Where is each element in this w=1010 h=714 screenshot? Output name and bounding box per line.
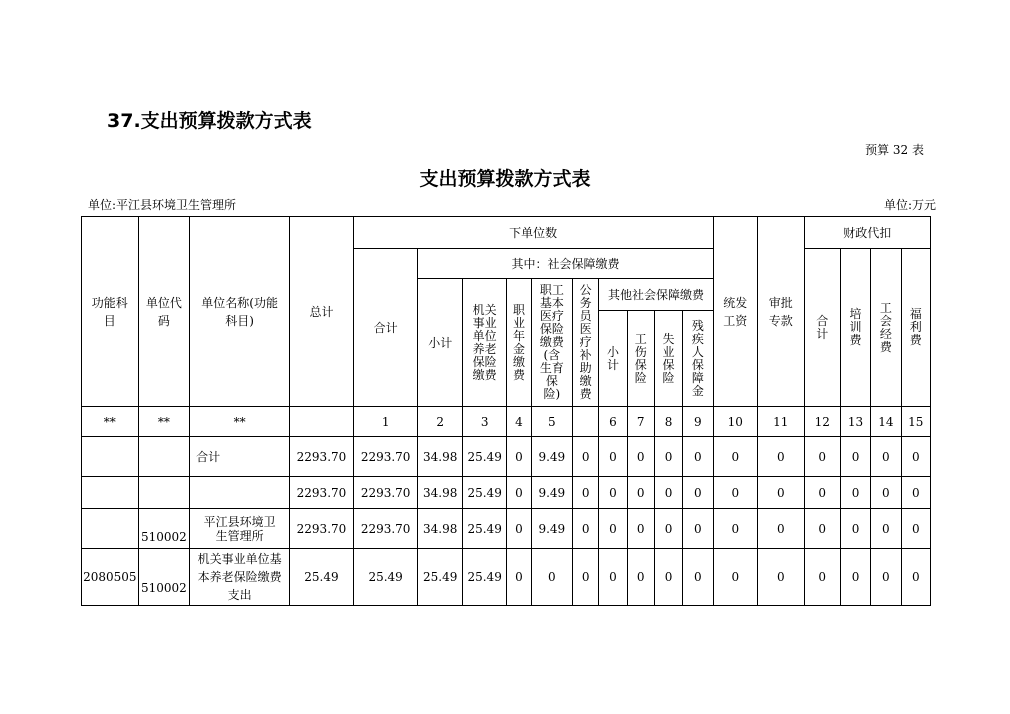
- table-cell: 0: [573, 477, 599, 509]
- header-pension: 机关事业单位养老保险缴费: [462, 279, 506, 407]
- table-cell: 510002: [138, 549, 190, 606]
- header-injury: 工伤保险: [627, 311, 654, 407]
- table-cell: [138, 477, 190, 509]
- header-medical: 职工基本医疗保险缴费(含生育保险): [531, 279, 572, 407]
- table-cell: 2293.70: [353, 509, 418, 549]
- table-cell: 0: [804, 549, 840, 606]
- table-cell: 0: [683, 477, 713, 509]
- table-cell: 510002: [138, 509, 190, 549]
- table-cell: 0: [683, 509, 713, 549]
- table-cell: 2293.70: [353, 477, 418, 509]
- header-welfare: 福利费: [901, 249, 930, 407]
- table-cell: 0: [654, 477, 682, 509]
- table-cell: 2: [418, 407, 462, 437]
- table-cell: 2293.70: [353, 437, 418, 477]
- table-cell: 34.98: [418, 437, 462, 477]
- index-row: [82, 407, 931, 437]
- table-cell: 2293.70: [290, 509, 354, 549]
- table-cell: 0: [713, 437, 757, 477]
- table-cell: 25.49: [462, 509, 506, 549]
- header-unit-code: 单位代码: [138, 217, 190, 407]
- header-func-subject: 功能科目: [82, 217, 139, 407]
- table-cell: 0: [871, 477, 901, 509]
- table-cell: [82, 509, 139, 549]
- table-cell: 12: [804, 407, 840, 437]
- header-unified-salary: 统发工资: [713, 217, 757, 407]
- table-cell: 0: [654, 549, 682, 606]
- table-cell: 7: [627, 407, 654, 437]
- unit-name-label: 单位:平江县环境卫生管理所: [88, 198, 237, 212]
- table-cell: 2080505: [82, 549, 139, 606]
- table-cell: 0: [599, 437, 627, 477]
- table-cell: 9: [683, 407, 713, 437]
- header-annuity: 职业年金缴费: [507, 279, 531, 407]
- table-cell: 10: [713, 407, 757, 437]
- table-cell: 0: [840, 437, 870, 477]
- table-cell: 0: [507, 477, 531, 509]
- table-cell: 0: [758, 509, 804, 549]
- table-cell: [138, 437, 190, 477]
- table-cell: 11: [758, 407, 804, 437]
- table-cell: 0: [804, 437, 840, 477]
- table-cell: 34.98: [418, 477, 462, 509]
- table-cell: 0: [871, 509, 901, 549]
- table-cell: 0: [627, 437, 654, 477]
- table-row: [82, 437, 931, 477]
- table-cell: 0: [840, 477, 870, 509]
- table-cell: 25.49: [462, 477, 506, 509]
- table-cell: 0: [683, 437, 713, 477]
- table-cell: 0: [758, 477, 804, 509]
- table-cell: 25.49: [462, 549, 506, 606]
- table-cell: [82, 437, 139, 477]
- header-civil-medical: 公务员医疗补助缴费: [573, 279, 599, 407]
- table-cell: 0: [901, 549, 930, 606]
- header-subtotal-sum: 合计: [353, 249, 418, 407]
- table-cell: 25.49: [418, 549, 462, 606]
- header-fd-total: 合计: [804, 249, 840, 407]
- table-cell: 0: [804, 509, 840, 549]
- table-cell: 0: [531, 549, 572, 606]
- table-cell: 25.49: [353, 549, 418, 606]
- header-training: 培训费: [840, 249, 870, 407]
- table-cell: 25.49: [290, 549, 354, 606]
- table-cell: 14: [871, 407, 901, 437]
- table-cell: 0: [713, 549, 757, 606]
- table-cell: 0: [599, 549, 627, 606]
- header-social-security: 其中：社会保障缴费: [418, 249, 713, 279]
- table-cell: [190, 477, 290, 509]
- table-cell: 合计: [190, 437, 290, 477]
- table-cell: 0: [599, 477, 627, 509]
- table-cell: 0: [627, 509, 654, 549]
- section-title: 37.支出预算拨款方式表: [107, 110, 312, 132]
- table-cell: 0: [840, 549, 870, 606]
- table-cell: 0: [901, 477, 930, 509]
- table-cell: 0: [507, 509, 531, 549]
- table-cell: 0: [758, 437, 804, 477]
- table-cell: 平江县环境卫生管理所: [190, 509, 290, 549]
- table-cell: 13: [840, 407, 870, 437]
- table-cell: 0: [713, 477, 757, 509]
- header-total: 总计: [290, 217, 354, 407]
- table-cell: 4: [507, 407, 531, 437]
- table-cell: [573, 407, 599, 437]
- table-cell: 9.49: [531, 509, 572, 549]
- header-approval: 审批专款: [758, 217, 804, 407]
- header-unemployment: 失业保险: [654, 311, 682, 407]
- header-other-ss: 其他社会保障缴费: [599, 279, 713, 311]
- table-cell: **: [190, 407, 290, 437]
- table-cell: 0: [627, 477, 654, 509]
- table-cell: 9.49: [531, 477, 572, 509]
- table-cell: 2293.70: [290, 437, 354, 477]
- table-number: 预算 32 表: [865, 143, 924, 157]
- table-cell: [290, 407, 354, 437]
- table-cell: 0: [507, 437, 531, 477]
- table-cell: 0: [573, 549, 599, 606]
- table-cell: 0: [713, 509, 757, 549]
- header-other-subtotal: 小计: [599, 311, 627, 407]
- table-cell: 15: [901, 407, 930, 437]
- table-cell: 6: [599, 407, 627, 437]
- table-cell: 0: [599, 509, 627, 549]
- table-cell: 3: [462, 407, 506, 437]
- main-title: 支出预算拨款方式表: [419, 168, 591, 190]
- table-cell: 0: [573, 437, 599, 477]
- table-cell: 0: [507, 549, 531, 606]
- table-cell: 0: [871, 549, 901, 606]
- table-cell: 0: [840, 509, 870, 549]
- budget-table: [81, 216, 931, 606]
- table-cell: 8: [654, 407, 682, 437]
- table-cell: 机关事业单位基本养老保险缴费支出: [190, 549, 290, 606]
- table-cell: 34.98: [418, 509, 462, 549]
- header-fiscal-deduction: 财政代扣: [804, 217, 930, 249]
- header-ss-subtotal: 小计: [418, 279, 462, 407]
- header-disability: 残疾人保障金: [683, 311, 713, 407]
- header-unit-name: 单位名称(功能科目): [190, 217, 290, 407]
- table-cell: 2293.70: [290, 477, 354, 509]
- table-cell: 0: [804, 477, 840, 509]
- table-cell: [82, 477, 139, 509]
- header-lower-unit: 下单位数: [353, 217, 713, 249]
- table-cell: 1: [353, 407, 418, 437]
- table-cell: 0: [654, 509, 682, 549]
- table-cell: 0: [901, 437, 930, 477]
- table-cell: 0: [573, 509, 599, 549]
- table-cell: 0: [654, 437, 682, 477]
- table-cell: 5: [531, 407, 572, 437]
- currency-unit-label: 单位:万元: [883, 198, 936, 212]
- table-cell: 9.49: [531, 437, 572, 477]
- table-cell: **: [82, 407, 139, 437]
- table-cell: 0: [627, 549, 654, 606]
- table-cell: 25.49: [462, 437, 506, 477]
- table-cell: 0: [871, 437, 901, 477]
- table-row: [82, 549, 931, 606]
- table-cell: **: [138, 407, 190, 437]
- table-cell: 0: [758, 549, 804, 606]
- table-row: [82, 509, 931, 549]
- table-row: [82, 477, 931, 509]
- table-cell: 0: [901, 509, 930, 549]
- table-cell: 0: [683, 549, 713, 606]
- header-union: 工会经费: [871, 249, 901, 407]
